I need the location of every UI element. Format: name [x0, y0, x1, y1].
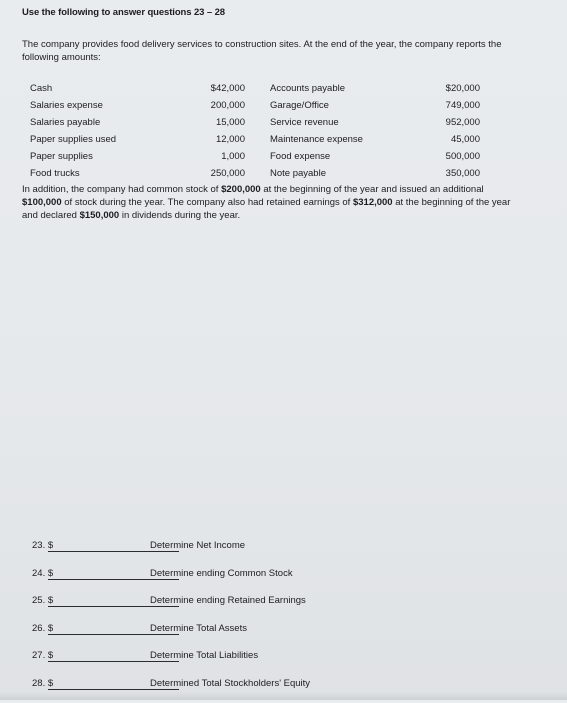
additional-text: and declared: [22, 210, 80, 221]
intro-line-2: following amounts:: [22, 51, 567, 64]
answer-blank[interactable]: [48, 606, 179, 607]
retained-earnings-beginning: $312,000: [353, 197, 393, 208]
additional-text: In addition, the company had common stock of: [22, 184, 221, 195]
dividends-declared: $150,000: [80, 210, 120, 221]
question-prompt: Determined Total Stockholders' Equity: [150, 678, 310, 689]
account-amount: 952,000: [446, 114, 480, 131]
account-row: [30, 80, 480, 97]
account-amount: 500,000: [446, 148, 480, 165]
question-number: 23. $: [32, 540, 53, 551]
question-number: 28. $: [32, 678, 53, 689]
account-row: [30, 114, 480, 131]
account-amount: 15,000: [216, 114, 245, 131]
account-amount: 45,000: [451, 131, 480, 148]
additional-text: at the beginning of the year and issued an additional: [261, 184, 484, 195]
additional-text: in dividends during the year.: [119, 210, 240, 221]
answer-row: [32, 538, 392, 566]
answer-blank[interactable]: [48, 579, 179, 580]
answer-blank[interactable]: [48, 634, 179, 635]
question-prompt: Determine Net Income: [150, 540, 245, 551]
account-amount: 1,000: [221, 148, 245, 165]
account-name: Accounts payable: [270, 80, 345, 97]
account-name: Note payable: [270, 165, 326, 182]
answer-blank[interactable]: [48, 551, 179, 552]
account-name: Maintenance expense: [270, 131, 363, 148]
account-amount: 350,000: [446, 165, 480, 182]
account-amount: $42,000: [211, 80, 245, 97]
question-number: 25. $: [32, 595, 53, 606]
intro-line-1: The company provides food delivery services to construction sites. At the end of the year, the company reports the: [22, 39, 501, 50]
account-name: Service revenue: [270, 114, 339, 131]
account-amount: 749,000: [446, 97, 480, 114]
account-name: Garage/Office: [270, 97, 329, 114]
answer-row: [32, 648, 392, 676]
question-number: 27. $: [32, 650, 53, 661]
account-row: [30, 131, 480, 148]
account-row: [30, 148, 480, 165]
intro-paragraph: [22, 38, 567, 64]
question-prompt: Determine ending Common Stock: [150, 568, 293, 579]
answer-row: [32, 593, 392, 621]
account-amount: $20,000: [446, 80, 480, 97]
question-number: 24. $: [32, 568, 53, 579]
page-edge-shadow: [0, 692, 567, 700]
worksheet-heading: Use the following to answer questions 23 – 28: [22, 7, 225, 18]
account-balances: [30, 80, 480, 182]
answer-blank[interactable]: [48, 689, 179, 690]
account-row: [30, 165, 480, 182]
account-name: Paper supplies used: [30, 131, 116, 148]
account-name: Cash: [30, 80, 52, 97]
account-name: Food trucks: [30, 165, 80, 182]
account-amount: 12,000: [216, 131, 245, 148]
account-name: Salaries payable: [30, 114, 100, 131]
question-number: 26. $: [32, 623, 53, 634]
question-prompt: Determine ending Retained Earnings: [150, 595, 306, 606]
answer-row: [32, 621, 392, 649]
account-amount: 200,000: [211, 97, 245, 114]
answer-section: [32, 538, 392, 703]
additional-info-paragraph: [22, 183, 567, 222]
account-amount: 250,000: [211, 165, 245, 182]
common-stock-beginning: $200,000: [221, 184, 261, 195]
account-row: [30, 97, 480, 114]
answer-row: [32, 566, 392, 594]
additional-text: of stock during the year. The company also had retained earnings of: [62, 197, 353, 208]
additional-text: at the beginning of the year: [393, 197, 511, 208]
question-prompt: Determine Total Assets: [150, 623, 247, 634]
question-prompt: Determine Total Liabilities: [150, 650, 258, 661]
answer-blank[interactable]: [48, 661, 179, 662]
account-name: Salaries expense: [30, 97, 103, 114]
stock-issued: $100,000: [22, 197, 62, 208]
account-name: Food expense: [270, 148, 330, 165]
account-name: Paper supplies: [30, 148, 93, 165]
